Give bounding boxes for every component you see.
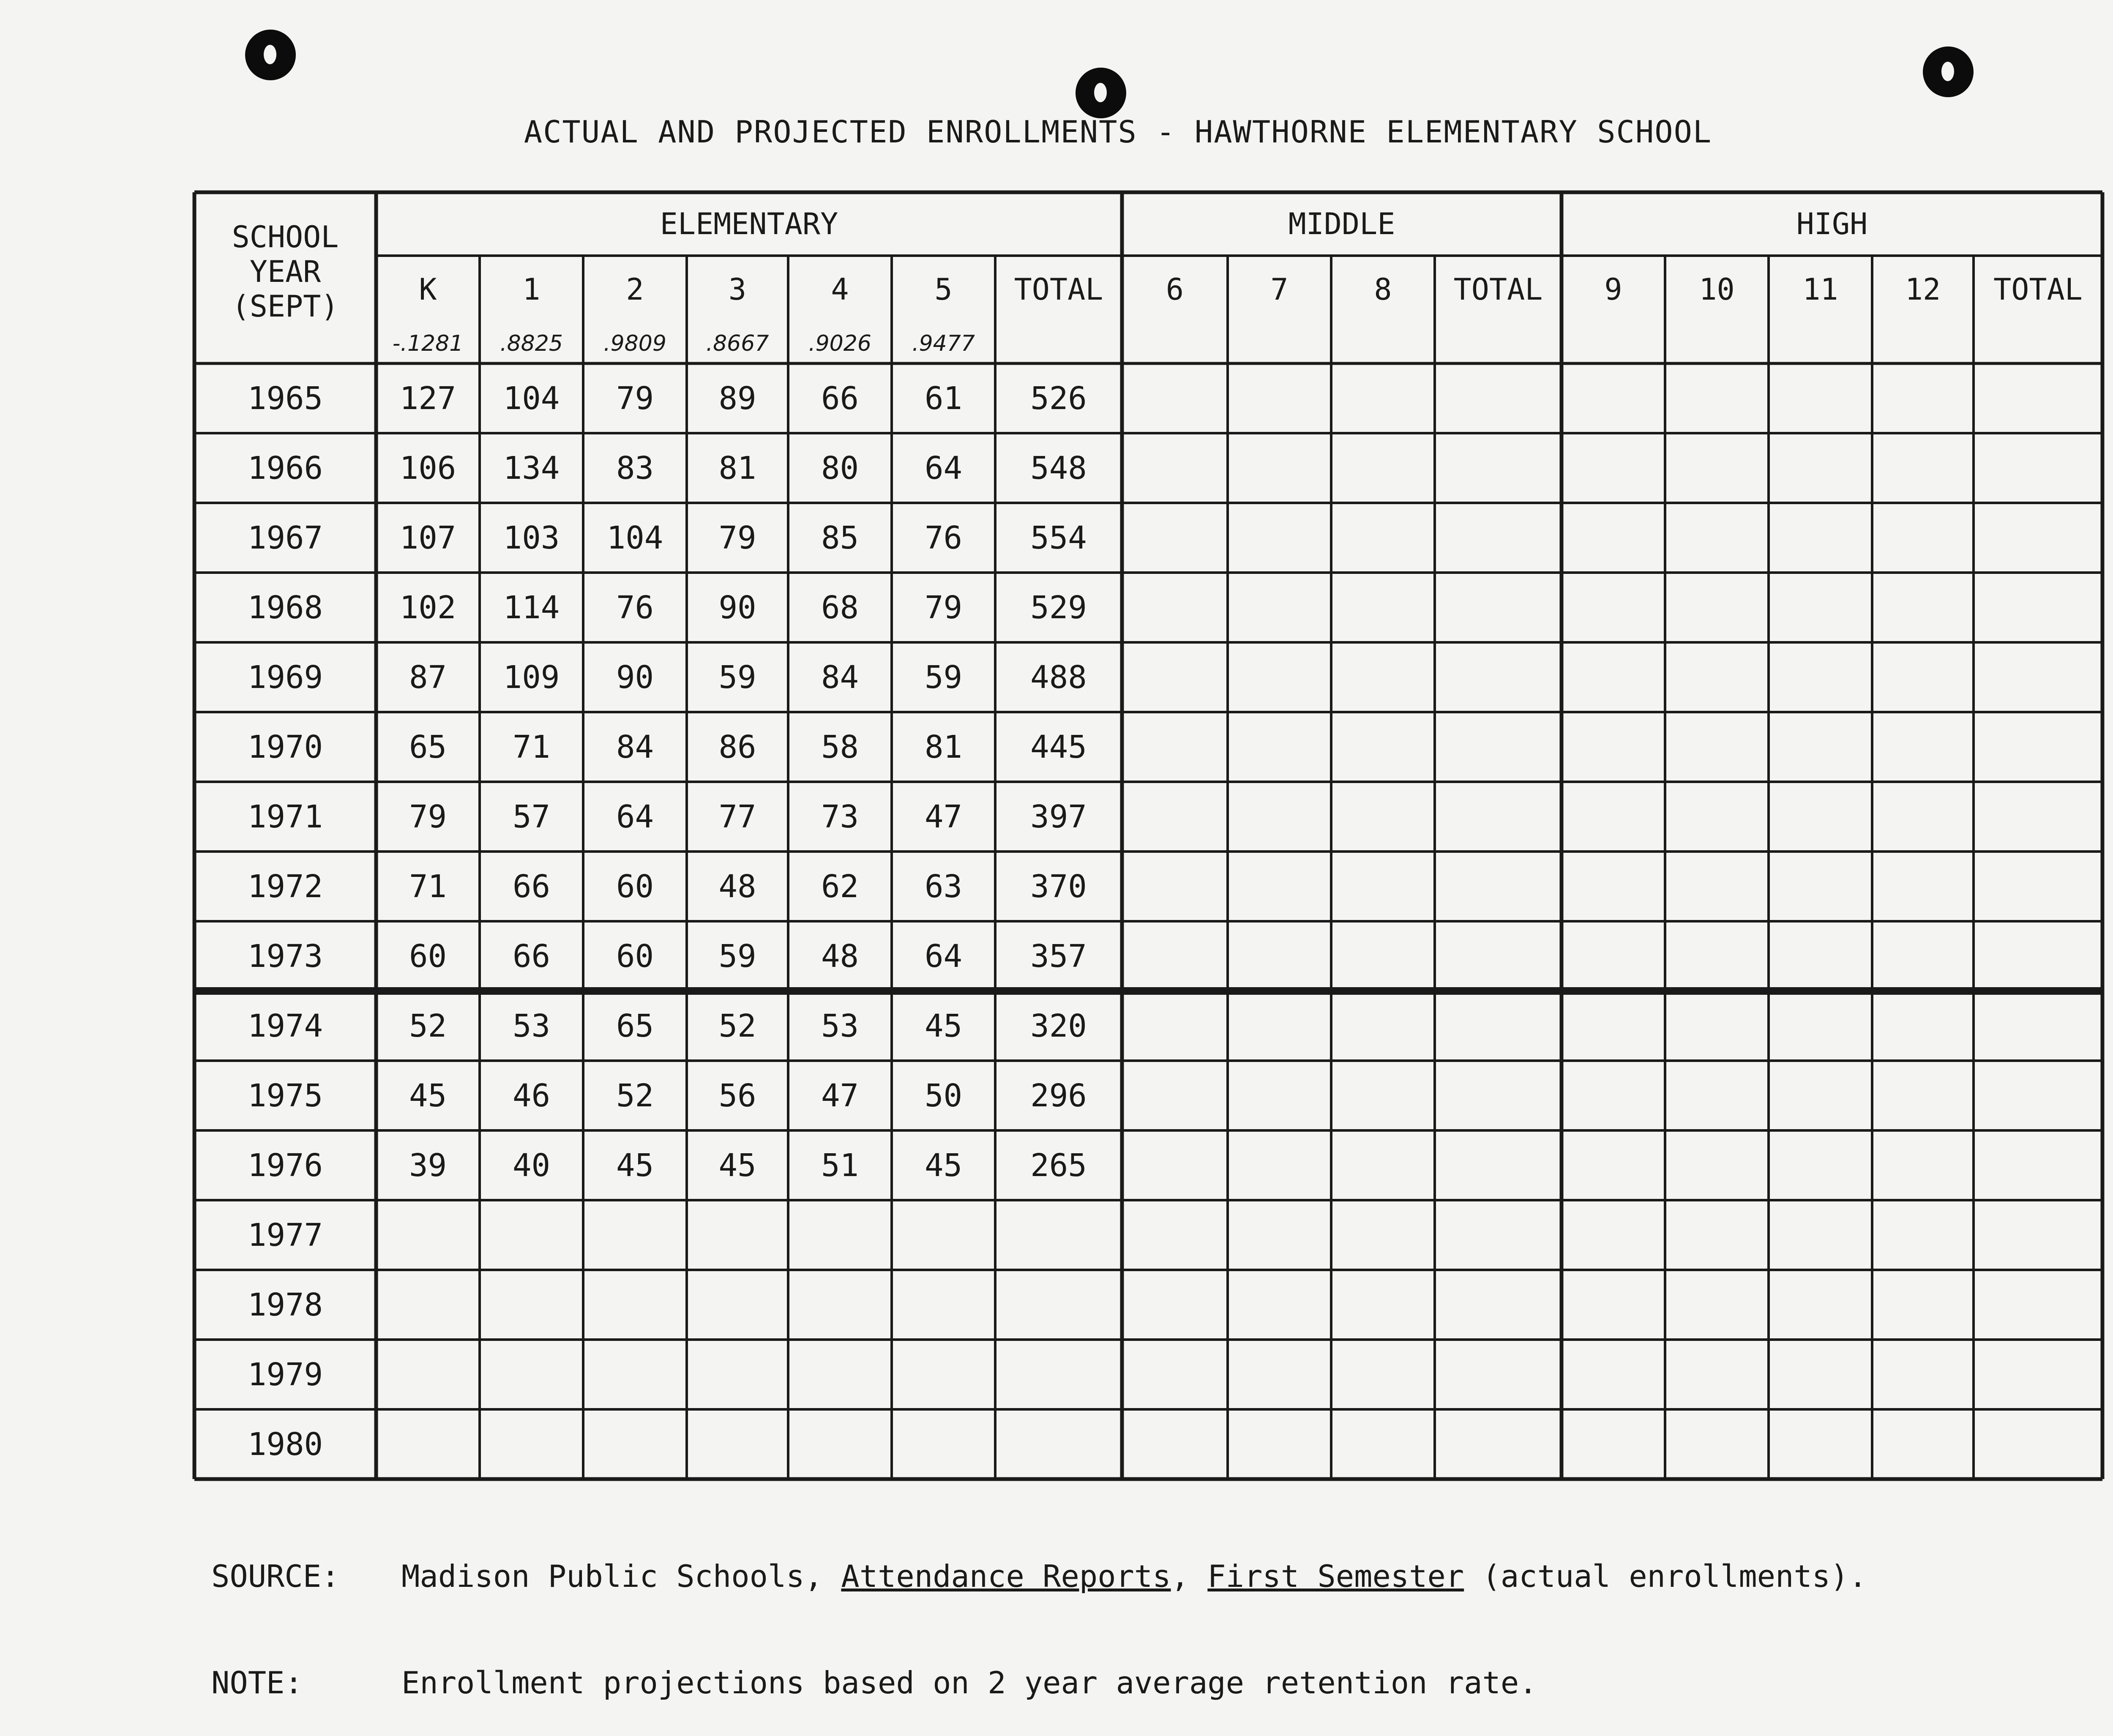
school-year-header-line: SCHOOL: [232, 219, 339, 254]
enrollment-cell: 488: [1030, 659, 1087, 696]
note-suffix: year average retention rate.: [1006, 1665, 1537, 1701]
enrollment-cell: 445: [1030, 729, 1087, 765]
enrollment-cell: 89: [718, 380, 756, 417]
note-number: 2: [988, 1665, 1006, 1701]
enrollment-cell: 320: [1030, 1007, 1087, 1044]
retention-rate: .8825: [500, 330, 563, 356]
enrollment-cell: 60: [616, 938, 654, 974]
school-year-cell: 1976: [247, 1147, 323, 1184]
enrollment-cell: 86: [718, 729, 756, 765]
enrollment-cell: 127: [399, 380, 456, 417]
school-year-cell: 1973: [247, 938, 323, 974]
enrollment-cell: 45: [718, 1147, 756, 1184]
enrollment-cell: 71: [512, 729, 551, 765]
school-year-cell: 1977: [247, 1217, 323, 1253]
source-attendance-reports: Attendance Reports: [841, 1559, 1171, 1594]
enrollment-cell: 84: [821, 659, 859, 696]
enrollment-cell: 265: [1030, 1147, 1087, 1184]
enrollment-cell: 59: [924, 659, 963, 696]
retention-rate: .9026: [808, 330, 871, 356]
column-header: TOTAL: [1453, 272, 1543, 307]
column-header: 3: [728, 272, 747, 307]
retention-rate: .9477: [912, 330, 975, 356]
retention-rate: .8667: [706, 330, 769, 356]
column-header: 2: [626, 272, 644, 307]
enrollment-cell: 52: [718, 1007, 756, 1044]
enrollment-cell: 59: [718, 659, 756, 696]
enrollment-cell: 64: [924, 938, 963, 974]
enrollment-cell: 80: [821, 450, 859, 486]
enrollment-cell: 296: [1030, 1077, 1087, 1114]
enrollment-cell: 71: [409, 868, 447, 905]
enrollment-cell: 83: [616, 450, 654, 486]
enrollment-cell: 370: [1030, 868, 1087, 905]
enrollment-cell: 53: [512, 1007, 551, 1044]
enrollment-cell: 79: [616, 380, 654, 417]
school-year-cell: 1975: [247, 1077, 323, 1114]
enrollment-cell: 40: [512, 1147, 551, 1184]
school-year-cell: 1968: [247, 589, 323, 626]
enrollment-cell: 102: [399, 589, 456, 626]
school-year-cell: 1970: [247, 729, 323, 765]
enrollment-cell: 107: [399, 519, 456, 556]
enrollment-cell: 53: [821, 1007, 859, 1044]
column-header: 12: [1905, 272, 1941, 307]
column-header: TOTAL: [1014, 272, 1103, 307]
enrollment-cell: 60: [409, 938, 447, 974]
enrollment-cell: 62: [821, 868, 859, 905]
enrollment-cell: 60: [616, 868, 654, 905]
enrollment-cell: 79: [718, 519, 756, 556]
source-label: SOURCE:: [211, 1559, 340, 1594]
enrollment-cell: 548: [1030, 450, 1087, 486]
enrollment-cell: 81: [924, 729, 963, 765]
retention-rate: -.1281: [392, 330, 464, 356]
enrollment-cell: 73: [821, 798, 859, 835]
enrollment-cell: 554: [1030, 519, 1087, 556]
enrollment-cell: 76: [616, 589, 654, 626]
school-year-cell: 1972: [247, 868, 323, 905]
enrollment-cell: 52: [409, 1007, 447, 1044]
enrollment-cell: 81: [718, 450, 756, 486]
enrollment-cell: 85: [821, 519, 859, 556]
enrollment-cell: 57: [512, 798, 551, 835]
enrollment-cell: 357: [1030, 938, 1087, 974]
enrollment-cell: 79: [924, 589, 963, 626]
column-header: K: [419, 272, 437, 307]
enrollment-cell: 64: [924, 450, 963, 486]
column-header: 9: [1604, 272, 1622, 307]
column-header: 7: [1270, 272, 1289, 307]
source-suffix: (actual enrollments).: [1464, 1559, 1867, 1594]
school-year-header-line: (SEPT): [232, 289, 339, 324]
enrollment-cell: 134: [503, 450, 560, 486]
column-header: 8: [1374, 272, 1392, 307]
school-year-cell: 1966: [247, 450, 323, 486]
school-year-cell: 1965: [247, 380, 323, 417]
enrollment-cell: 90: [616, 659, 654, 696]
page-title: ACTUAL AND PROJECTED ENROLLMENTS - HAWTHORNE ELEMENTARY SCHOOL: [524, 114, 1712, 150]
column-header: 5: [934, 272, 953, 307]
enrollment-cell: 52: [616, 1077, 654, 1114]
note-label: NOTE:: [211, 1665, 303, 1701]
enrollment-cell: 526: [1030, 380, 1087, 417]
school-year-cell: 1978: [247, 1286, 323, 1323]
enrollment-cell: 529: [1030, 589, 1087, 626]
enrollment-cell: 90: [718, 589, 756, 626]
enrollment-cell: 48: [718, 868, 756, 905]
column-header: 11: [1802, 272, 1838, 307]
enrollment-cell: 109: [503, 659, 560, 696]
enrollment-cell: 68: [821, 589, 859, 626]
column-header: TOTAL: [1993, 272, 2083, 307]
enrollment-cell: 45: [924, 1147, 963, 1184]
note-line: [211, 1665, 1867, 1701]
footer: [211, 1488, 1867, 1736]
enrollment-cell: 50: [924, 1077, 963, 1114]
source-first-semester: First Semester: [1207, 1559, 1464, 1594]
enrollment-cell: 61: [924, 380, 963, 417]
enrollment-cell: 39: [409, 1147, 447, 1184]
school-year-header: [194, 197, 376, 347]
enrollment-cell: 51: [821, 1147, 859, 1184]
enrollment-cell: 66: [512, 868, 551, 905]
source-separator: ,: [1171, 1559, 1208, 1594]
enrollment-cell: 397: [1030, 798, 1087, 835]
enrollment-cell: 45: [616, 1147, 654, 1184]
column-header: 1: [522, 272, 541, 307]
enrollment-cell: 76: [924, 519, 963, 556]
enrollment-cell: 114: [503, 589, 560, 626]
enrollment-cell: 104: [606, 519, 663, 556]
enrollment-cell: 64: [616, 798, 654, 835]
enrollment-cell: 65: [409, 729, 447, 765]
source-text: Madison Public Schools,: [401, 1559, 841, 1594]
enrollment-cell: 58: [821, 729, 859, 765]
enrollment-cell: 46: [512, 1077, 551, 1114]
column-header: 6: [1166, 272, 1184, 307]
school-year-header-line: YEAR: [249, 254, 321, 289]
school-year-cell: 1967: [247, 519, 323, 556]
enrollment-cell: 84: [616, 729, 654, 765]
group-header-high: HIGH: [1796, 207, 1868, 241]
enrollment-cell: 66: [821, 380, 859, 417]
source-line: [211, 1559, 1867, 1594]
group-header-middle: MIDDLE: [1288, 207, 1395, 241]
enrollment-cell: 77: [718, 798, 756, 835]
enrollment-cell: 106: [399, 450, 456, 486]
enrollment-cell: 45: [924, 1007, 963, 1044]
school-year-cell: 1979: [247, 1356, 323, 1393]
enrollment-cell: 47: [821, 1077, 859, 1114]
enrollment-cell: 79: [409, 798, 447, 835]
enrollment-cell: 104: [503, 380, 560, 417]
enrollment-cell: 66: [512, 938, 551, 974]
enrollment-cell: 47: [924, 798, 963, 835]
school-year-cell: 1974: [247, 1007, 323, 1044]
school-year-cell: 1971: [247, 798, 323, 835]
column-header: 4: [831, 272, 849, 307]
school-year-cell: 1980: [247, 1426, 323, 1463]
retention-rate: .9809: [603, 330, 666, 356]
group-header-elementary: ELEMENTARY: [660, 207, 838, 241]
enrollment-cell: 87: [409, 659, 447, 696]
enrollment-cell: 103: [503, 519, 560, 556]
note-text: Enrollment projections based on: [401, 1665, 988, 1701]
enrollment-cell: 56: [718, 1077, 756, 1114]
enrollment-cell: 45: [409, 1077, 447, 1114]
enrollment-cell: 65: [616, 1007, 654, 1044]
enrollment-cell: 59: [718, 938, 756, 974]
enrollment-cell: 63: [924, 868, 963, 905]
school-year-cell: 1969: [247, 659, 323, 696]
enrollment-cell: 48: [821, 938, 859, 974]
column-header: 10: [1699, 272, 1735, 307]
